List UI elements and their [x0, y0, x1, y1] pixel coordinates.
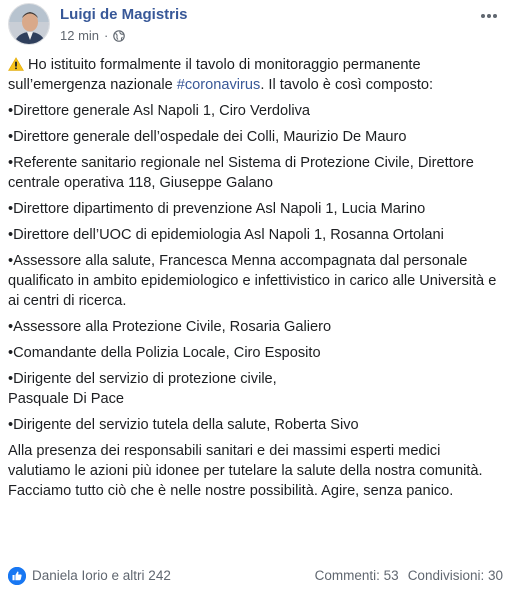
member-item: •Assessore alla salute, Francesca Menna accompagnata dal personale qualificato in ambito epidemiologico e infettivistico in carico alle Università e ai centri di ricerca. [8, 253, 497, 309]
post-intro [8, 55, 500, 95]
member-item: •Assessore alla Protezione Civile, Rosaria Galiero [8, 319, 332, 335]
member-item-line: •Dirigente del servizio di protezione civile, [8, 371, 277, 387]
reactions-summary[interactable]: Daniela Iorio e altri 242 [32, 568, 171, 583]
member-item: •Dirigente del servizio tutela della salute, Roberta Sivo [8, 417, 359, 433]
meta-separator: · [104, 28, 109, 43]
post-meta [60, 28, 125, 43]
member-item: •Direttore generale dell’ospedale dei Colli, Maurizio De Mauro [8, 129, 407, 145]
author-name[interactable]: Luigi de Magistris [60, 6, 188, 23]
member-item-protezione [8, 369, 500, 409]
post-body [8, 55, 500, 507]
member-item-line: Pasquale Di Pace [8, 391, 125, 407]
intro-text-end: . Il tavolo è così composto: [260, 77, 434, 93]
member-item: •Referente sanitario regionale nel Sistema di Protezione Civile, Direttore centrale operativa 118, Giuseppe Galano [8, 155, 474, 191]
author-avatar[interactable] [8, 3, 50, 45]
hashtag-link[interactable]: #coronavirus [176, 77, 261, 93]
post-timestamp[interactable]: 12 min [60, 28, 100, 43]
engagement-stats [315, 568, 503, 583]
like-icon[interactable] [8, 567, 26, 585]
member-item: •Direttore generale Asl Napoli 1, Ciro Verdoliva [8, 103, 311, 119]
avatar-photo-icon [9, 4, 50, 45]
intro-text: Ho istituito formalmente il tavolo di monitoraggio permanente sull’emergenza nazionale [8, 57, 421, 93]
member-item: •Comandante della Polizia Locale, Ciro Esposito [8, 345, 321, 361]
post-header [8, 3, 503, 49]
shares-count[interactable]: Condivisioni: 30 [407, 568, 503, 583]
post-closing: Alla presenza dei responsabili sanitari e dei massimi esperti medici valutiamo le azioni più idonee per tutelare la salute della nostra comunità. Facciamo tutto ciò che è nelle nostre possibilità. Agire, senza panico. [8, 443, 483, 499]
globe-icon[interactable] [113, 30, 125, 42]
member-item: •Direttore dipartimento di prevenzione Asl Napoli 1, Lucia Marino [8, 201, 426, 217]
more-options-icon[interactable] [479, 9, 499, 21]
warning-icon [8, 57, 24, 71]
member-item: •Direttore dell’UOC di epidemiologia Asl Napoli 1, Rosanna Ortolani [8, 227, 444, 243]
post-footer [8, 566, 503, 588]
comments-count[interactable]: Commenti: 53 [314, 568, 399, 583]
